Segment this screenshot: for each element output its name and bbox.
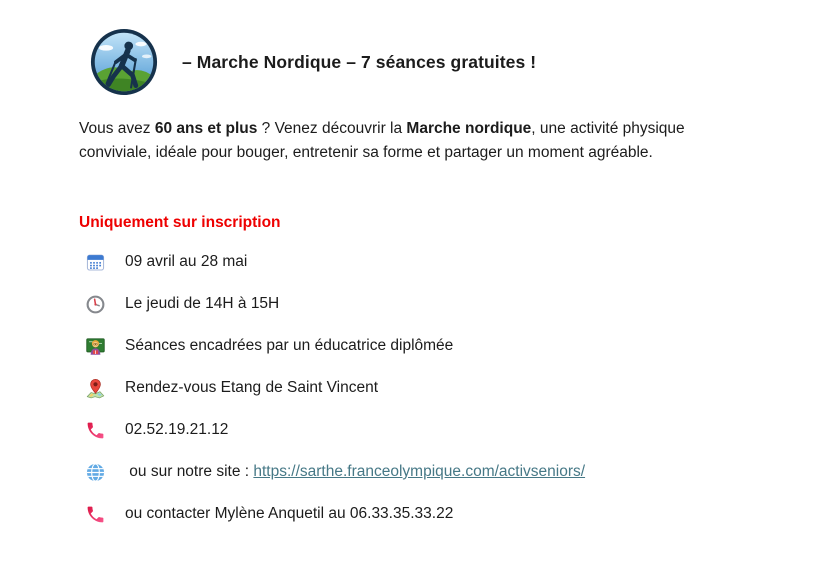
globe-icon — [84, 461, 106, 483]
detail-text-phone: 02.52.19.21.12 — [125, 421, 229, 438]
details-list — [84, 250, 585, 526]
detail-text-location: Rendez-vous Etang de Saint Vincent — [125, 379, 379, 396]
detail-text-coach: Séances encadrées par un éducatrice diplômée — [125, 337, 454, 354]
intro-paragraph — [79, 117, 729, 165]
clock-icon — [84, 293, 106, 315]
intro-bold-age: 60 ans et plus — [154, 120, 258, 137]
detail-row-location — [84, 376, 585, 400]
detail-row-dates — [84, 250, 585, 274]
nordic-walker-logo-icon — [90, 28, 158, 96]
phone-icon — [84, 419, 106, 441]
detail-text-dates: 09 avril au 28 mai — [125, 253, 248, 270]
page-title: – Marche Nordique – 7 séances gratuites ! — [182, 51, 537, 72]
map-pin-icon — [84, 377, 106, 399]
detail-row-coach — [84, 334, 585, 358]
header — [90, 28, 536, 96]
detail-text-website: ou sur notre site : — [125, 463, 254, 480]
intro-text: ? Venez découvrir la — [257, 120, 407, 137]
detail-row-website — [84, 460, 585, 484]
detail-text-schedule: Le jeudi de 14H à 15H — [125, 295, 280, 312]
intro-text: Vous avez — [79, 120, 155, 137]
detail-text-contact: ou contacter Mylène Anquetil au 06.33.35.33.22 — [125, 505, 454, 522]
activseniors-link[interactable]: https://sarthe.franceolympique.com/activseniors/ — [253, 463, 586, 480]
detail-row-phone — [84, 418, 585, 442]
detail-row-contact — [84, 502, 585, 526]
intro-bold-activity: Marche nordique — [406, 120, 532, 137]
inscription-heading: Uniquement sur inscription — [79, 214, 281, 231]
intro-text: , une activité physique conviviale, idéale pour bouger, entretenir sa forme et partager un moment agréable. — [79, 120, 685, 161]
detail-row-schedule — [84, 292, 585, 316]
teacher-icon — [84, 335, 106, 357]
phone-icon — [84, 503, 106, 525]
calendar-icon — [84, 251, 106, 273]
